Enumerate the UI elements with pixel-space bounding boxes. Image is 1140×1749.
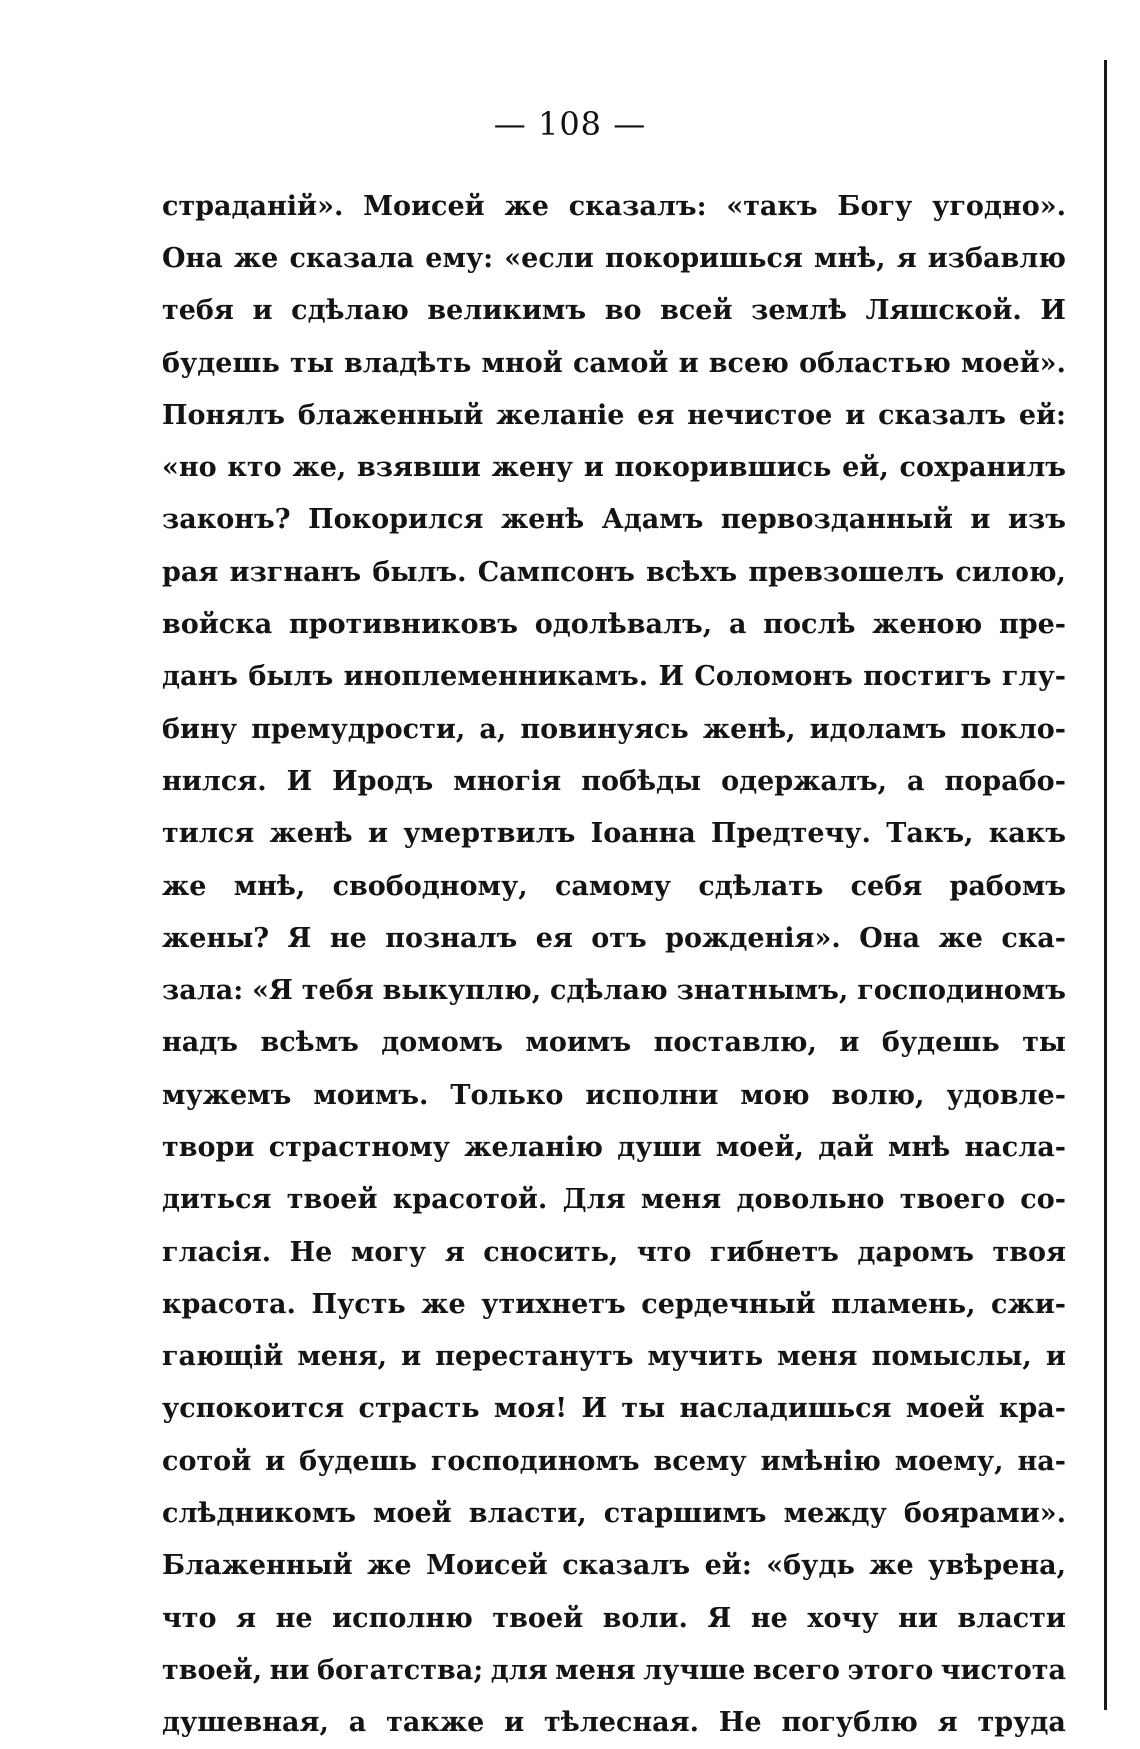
text-line: будешь ты владѣть мной самой и всею областью моей». xyxy=(162,347,1066,379)
text-line: успокоится страсть моя! И ты насладишься моей кра- xyxy=(162,1393,1066,1425)
text-line: Понялъ блаженный желаніе ея нечистое и сказалъ ей: xyxy=(162,399,1066,431)
text-line: надъ всѣмъ домомъ моимъ поставлю, и будешь ты xyxy=(162,1027,1066,1059)
text-line: законъ? Покорился женѣ Адамъ первозданный и изъ xyxy=(162,504,1066,536)
text-line: бину премудрости, а, повинуясь женѣ, идоламъ покло- xyxy=(162,713,1066,745)
text-line: гающій меня, и перестанутъ мучить меня помыслы, и xyxy=(162,1341,1066,1373)
text-line: мужемъ моимъ. Только исполни мою волю, удовле- xyxy=(162,1079,1066,1111)
text-line: нился. И Иродъ многія побѣды одержалъ, а порабо- xyxy=(162,765,1066,797)
text-line: слѣдникомъ моей власти, старшимъ между боярами». xyxy=(162,1498,1066,1530)
text-line: Блаженный же Моисей сказалъ ей: «будь же увѣрена, xyxy=(162,1550,1066,1582)
text-line: твоей, ни богатства; для меня лучше всего этого чистота xyxy=(162,1654,1066,1686)
text-line: диться твоей красотой. Для меня довольно твоего со- xyxy=(162,1184,1066,1216)
text-line: «но кто же, взявши жену и покорившись ей, сохранилъ xyxy=(162,452,1066,484)
text-line: жены? Я не позналъ ея отъ рожденія». Она же ска- xyxy=(162,922,1066,954)
text-line: рая изгнанъ былъ. Сампсонъ всѣхъ превзошелъ силою, xyxy=(162,556,1066,588)
page-edge-rule xyxy=(1104,60,1107,1710)
text-line: что я не исполню твоей воли. Я не хочу ни власти xyxy=(162,1602,1066,1634)
text-line: данъ былъ иноплеменникамъ. И Соломонъ постигъ глу- xyxy=(162,661,1066,693)
text-line: тился женѣ и умертвилъ Іоанна Предтечу. Такъ, какъ xyxy=(162,818,1066,850)
text-line: Она же сказала ему: «если покоришься мнѣ, я избавлю xyxy=(162,242,1066,274)
text-line: твори страстному желанію души моей, дай мнѣ насла- xyxy=(162,1131,1066,1163)
text-line: страданій». Моисей же сказалъ: «такъ Богу угодно». xyxy=(162,190,1066,222)
text-line: душевная, а также и тѣлесная. Не погублю я труда xyxy=(162,1707,1066,1739)
text-line: войска противниковъ одолѣвалъ, а послѣ женою пре- xyxy=(162,609,1066,641)
text-line: красота. Пусть же утихнетъ сердечный пламень, сжи- xyxy=(162,1288,1066,1320)
text-line: тебя и сдѣлаю великимъ во всей землѣ Ляшской. И xyxy=(162,295,1066,327)
text-line: же мнѣ, свободному, самому сдѣлать себя рабомъ xyxy=(162,870,1066,902)
page-number: — 108 — xyxy=(493,105,647,143)
text-line: гласія. Не могу я сносить, что гибнетъ даромъ твоя xyxy=(162,1236,1066,1268)
body-text xyxy=(162,180,1066,1749)
text-line: зала: «Я тебя выкуплю, сдѣлаю знатнымъ, господиномъ xyxy=(162,975,1066,1007)
text-line: сотой и будешь господиномъ всему имѣнію моему, на- xyxy=(162,1445,1066,1477)
